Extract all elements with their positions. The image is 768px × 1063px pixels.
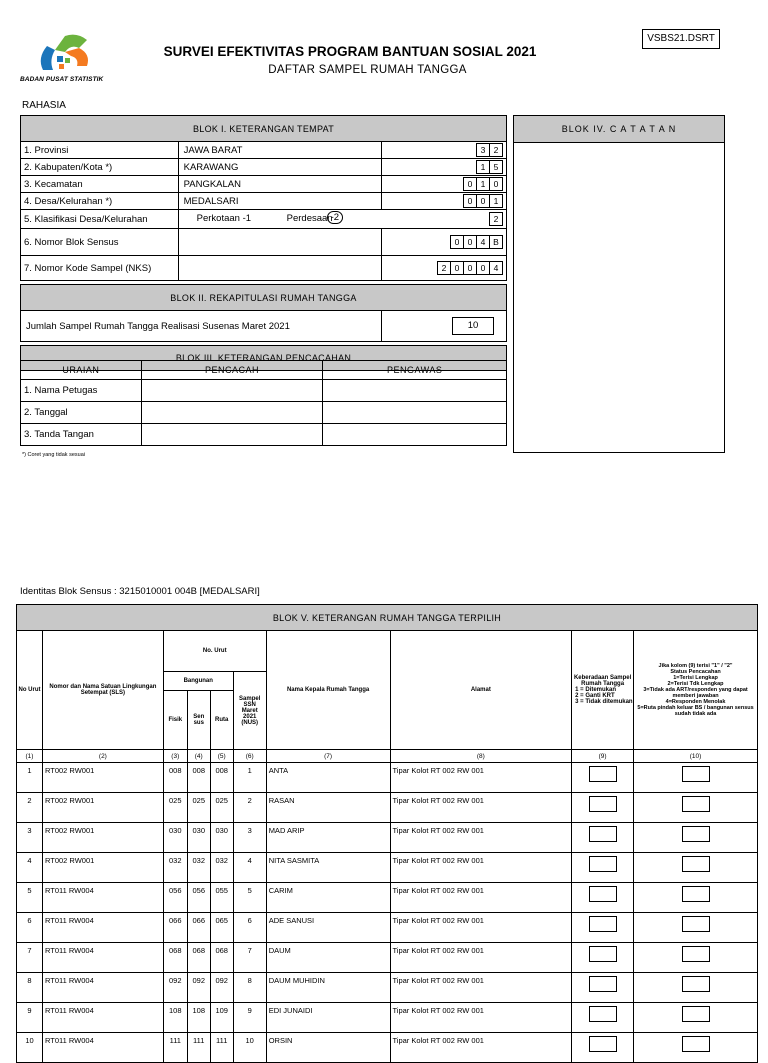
status-input[interactable]	[682, 886, 710, 902]
head-name: MAD ARIP	[266, 823, 390, 853]
nus-number: 6	[233, 913, 266, 943]
keberadaan-input[interactable]	[589, 946, 617, 962]
fisik-number: 008	[163, 763, 187, 793]
head-name: DAUM MUHIDIN	[266, 973, 390, 1003]
keberadaan-input[interactable]	[589, 1006, 617, 1022]
address: Tipar Kolot RT 002 RW 001	[390, 943, 572, 973]
block3-title: BLOK III. KETERANGAN PENCACAHAN	[21, 346, 507, 371]
keberadaan-input[interactable]	[589, 1036, 617, 1052]
block5-title: BLOK V. KETERANGAN RUMAH TANGGA TERPILIH	[17, 605, 758, 631]
status-input[interactable]	[682, 916, 710, 932]
sensus-number: 111	[187, 1033, 210, 1063]
status-input[interactable]	[682, 976, 710, 992]
keberadaan-input[interactable]	[589, 766, 617, 782]
status-input[interactable]	[682, 1006, 710, 1022]
sls-name: RT011 RW004	[42, 943, 163, 973]
row-number: 10	[17, 1033, 43, 1063]
row-number: 6	[17, 913, 43, 943]
row-number: 4	[17, 853, 43, 883]
block-1-3-table	[20, 115, 507, 371]
nus-number: 3	[233, 823, 266, 853]
row-number: 2	[17, 793, 43, 823]
sensus-number: 068	[187, 943, 210, 973]
status-input[interactable]	[682, 1036, 710, 1052]
survey-subtitle: DAFTAR SAMPEL RUMAH TANGGA	[268, 64, 467, 76]
sensus-number: 008	[187, 763, 210, 793]
ruta-number: 092	[210, 973, 233, 1003]
address: Tipar Kolot RT 002 RW 001	[390, 1033, 572, 1063]
status-input[interactable]	[682, 856, 710, 872]
fisik-number: 025	[163, 793, 187, 823]
selected-option: -2	[327, 211, 343, 224]
status-input[interactable]	[682, 946, 710, 962]
block2-value: 10	[452, 317, 494, 335]
survey-title: SURVEI EFEKTIVITAS PROGRAM BANTUAN SOSIAL 2021	[163, 44, 537, 59]
block1-row: 7. Nomor Kode Sampel (NKS) 2 0 0 0 4	[21, 256, 507, 281]
row-number: 8	[17, 973, 43, 1003]
household-row	[17, 943, 758, 973]
nus-number: 5	[233, 883, 266, 913]
form-code: VSBS21.DSRT	[642, 29, 720, 49]
row-number: 9	[17, 1003, 43, 1033]
agency-name: BADAN PUSAT STATISTIK	[20, 76, 104, 83]
block1-row: 1. Provinsi JAWA BARAT 3 2	[21, 142, 507, 159]
head-name: DAUM	[266, 943, 390, 973]
ruta-number: 030	[210, 823, 233, 853]
block2-title: BLOK II. REKAPITULASI RUMAH TANGGA	[21, 285, 507, 311]
sensus-number: 066	[187, 913, 210, 943]
sls-name: RT011 RW004	[42, 973, 163, 1003]
ruta-number: 055	[210, 883, 233, 913]
block1-row: 5. Klasifikasi Desa/Kelurahan Perkotaan -1 Perdesaan -2 2	[21, 210, 507, 229]
fisik-number: 066	[163, 913, 187, 943]
keberadaan-header: Keberadaan Sampel Rumah Tangga 1 = Ditemukan 2 = Ganti KRT 3 = Tidak ditemukan	[572, 631, 634, 750]
head-name: NITA SASMITA	[266, 853, 390, 883]
row-number: 7	[17, 943, 43, 973]
sls-name: RT011 RW004	[42, 913, 163, 943]
nus-number: 7	[233, 943, 266, 973]
nus-number: 2	[233, 793, 266, 823]
household-row	[17, 973, 758, 1003]
sensus-number: 025	[187, 793, 210, 823]
block3-table: URAIAN PENCACAH PENGAWAS 1. Nama Petugas 2. Tanggal 3. Tanda Tangan	[20, 360, 507, 446]
nus-number: 8	[233, 973, 266, 1003]
address: Tipar Kolot RT 002 RW 001	[390, 883, 572, 913]
fisik-number: 068	[163, 943, 187, 973]
address: Tipar Kolot RT 002 RW 001	[390, 823, 572, 853]
head-name: EDI JUNAIDI	[266, 1003, 390, 1033]
row-number: 5	[17, 883, 43, 913]
census-block-identity: Identitas Blok Sensus : 3215010001 004B [MEDALSARI]	[20, 586, 260, 597]
head-name: ADE SANUSI	[266, 913, 390, 943]
household-row	[17, 823, 758, 853]
keberadaan-input[interactable]	[589, 886, 617, 902]
household-row	[17, 883, 758, 913]
sensus-number: 030	[187, 823, 210, 853]
block1-row: 4. Desa/Kelurahan *) MEDALSARI 0 0 1	[21, 193, 507, 210]
block1-row: 2. Kabupaten/Kota *) KARAWANG 1 5	[21, 159, 507, 176]
head-name: RASAN	[266, 793, 390, 823]
keberadaan-input[interactable]	[589, 826, 617, 842]
household-row	[17, 763, 758, 793]
sls-name: RT011 RW004	[42, 1033, 163, 1063]
address: Tipar Kolot RT 002 RW 001	[390, 913, 572, 943]
fisik-number: 108	[163, 1003, 187, 1033]
sensus-number: 108	[187, 1003, 210, 1033]
head-name: ORSIN	[266, 1033, 390, 1063]
sls-name: RT002 RW001	[42, 853, 163, 883]
column-numbers: (1) (2) (3) (4) (5) (6) (7) (8) (9) (10)	[17, 750, 758, 763]
sls-name: RT011 RW004	[42, 1003, 163, 1033]
household-row	[17, 793, 758, 823]
address: Tipar Kolot RT 002 RW 001	[390, 793, 572, 823]
block4-notes	[513, 115, 725, 453]
head-name: ANTA	[266, 763, 390, 793]
address: Tipar Kolot RT 002 RW 001	[390, 763, 572, 793]
household-row	[17, 913, 758, 943]
nus-number: 4	[233, 853, 266, 883]
fisik-number: 111	[163, 1033, 187, 1063]
keberadaan-input[interactable]	[589, 856, 617, 872]
ruta-number: 109	[210, 1003, 233, 1033]
sensus-number: 032	[187, 853, 210, 883]
fisik-number: 056	[163, 883, 187, 913]
fisik-number: 032	[163, 853, 187, 883]
sls-name: RT002 RW001	[42, 793, 163, 823]
head-name: CARIM	[266, 883, 390, 913]
keberadaan-input[interactable]	[589, 916, 617, 932]
address: Tipar Kolot RT 002 RW 001	[390, 973, 572, 1003]
bps-logo	[35, 30, 105, 76]
classification-label: RAHASIA	[22, 100, 66, 111]
status-input[interactable]	[682, 766, 710, 782]
status-input[interactable]	[682, 796, 710, 812]
keberadaan-input[interactable]	[589, 976, 617, 992]
ruta-number: 008	[210, 763, 233, 793]
sls-name: RT002 RW001	[42, 823, 163, 853]
ruta-number: 032	[210, 853, 233, 883]
household-row	[17, 1033, 758, 1063]
fisik-number: 030	[163, 823, 187, 853]
row-number: 3	[17, 823, 43, 853]
sensus-number: 056	[187, 883, 210, 913]
block4-title: BLOK IV. C A T A T A N	[514, 116, 724, 143]
keberadaan-input[interactable]	[589, 796, 617, 812]
sensus-number: 092	[187, 973, 210, 1003]
ruta-number: 068	[210, 943, 233, 973]
block1-row: 3. Kecamatan PANGKALAN 0 1 0	[21, 176, 507, 193]
status-input[interactable]	[682, 826, 710, 842]
block1-title: BLOK I. KETERANGAN TEMPAT	[21, 116, 507, 142]
household-row	[17, 1003, 758, 1033]
fisik-number: 092	[163, 973, 187, 1003]
ruta-number: 065	[210, 913, 233, 943]
nus-number: 1	[233, 763, 266, 793]
ruta-number: 025	[210, 793, 233, 823]
ruta-number: 111	[210, 1033, 233, 1063]
address: Tipar Kolot RT 002 RW 001	[390, 853, 572, 883]
address: Tipar Kolot RT 002 RW 001	[390, 1003, 572, 1033]
nus-number: 10	[233, 1033, 266, 1063]
household-row	[17, 853, 758, 883]
sls-name: RT011 RW004	[42, 883, 163, 913]
block5-table: BLOK V. KETERANGAN RUMAH TANGGA TERPILIH No Urut Nomor dan Nama Satuan Lingkungan Setempat (SLS) No. Urut Nama Kepala Rumah Tangga Alamat Keberadaan Sampel Rumah Tangga 1 = Ditemukan 2 = Ganti KRT 3 = Tidak ditemukan Jika kolom (9) terisi "1" / "2" Status Pencacahan 1=Terisi Lengkap 2=Terisi Tdk Lengkap 3=Tidak ada ART/responden yang dapat memberi jawaban 4=Responden Menolak 5=Ruta pindah keluar BS / bangunan sensus sudah tidak ada Bangunan Sampel SSN Maret 2021 (NUS) Fisik Sen sus Ruta (1) (2) (3) (4) (5) (6) (7) (8) (9) (10) 1 RT002 RW001 008 008 008 1 ANTA Tipar Kolot RT 002 RW 001 2 RT002 RW001 025 025 025 2 RASAN Tipar Kolot RT 002 RW 001 3 RT002 RW001 030 030 030 3 MAD ARIP Tipar Kolot RT 002 RW 001 4 RT002 RW001 032 032 032 4 NITA SASMITA Tipar Kolot RT 002 RW 001 5 RT011 RW004 056 056 055 5 CARIM Tipar Kolot RT 002 RW 001 6 RT011 RW004 066 066 065 6 ADE SANUSI Tipar Kolot RT 002 RW 001 7 RT011 RW004 068 068 068 7 DAUM Tipar Kolot RT 002 RW 001 8 RT011 RW004 092 092 092 8 DAUM MUHIDIN Tipar Kolot RT 002 RW 001 9 RT011 RW004 108 108 109 9 EDI JUNAIDI Tipar Kolot RT 002 RW 001 10 RT011 RW004 111 111 111 10 ORSIN Tipar Kolot RT 002 RW 001	[16, 604, 758, 1063]
sls-name: RT002 RW001	[42, 763, 163, 793]
row-number: 1	[17, 763, 43, 793]
footnote: *) Coret yang tidak sesuai	[22, 452, 85, 458]
block1-row: 6. Nomor Blok Sensus 0 0 4 B	[21, 229, 507, 256]
nus-number: 9	[233, 1003, 266, 1033]
block2-label: Jumlah Sampel Rumah Tangga Realisasi Susenas Maret 2021	[21, 311, 382, 342]
